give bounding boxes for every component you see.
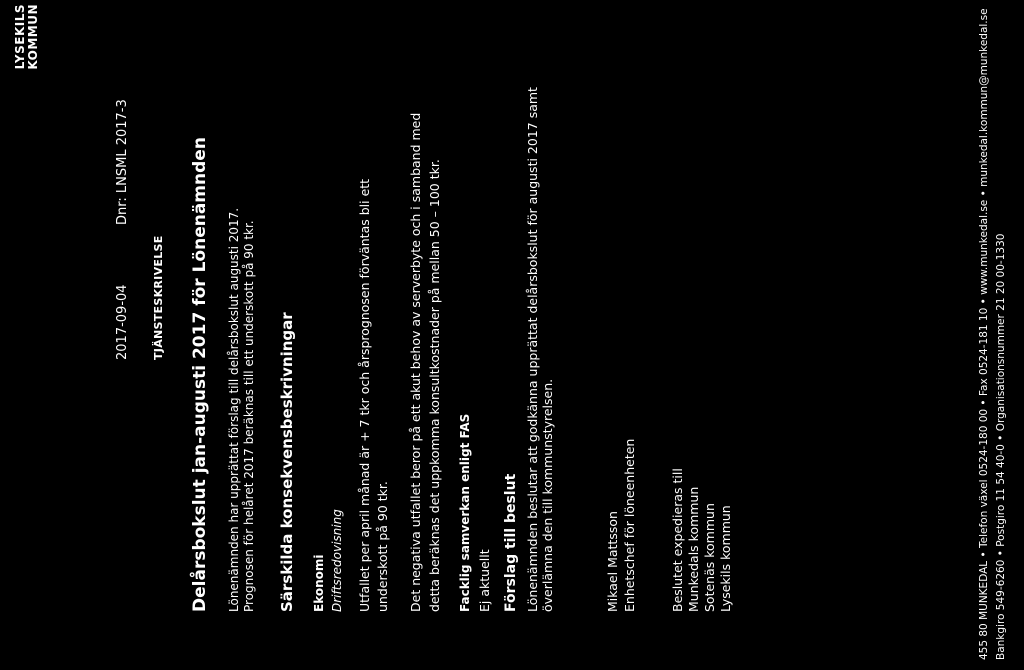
paragraph-line: detta beräknas det uppkomma konsultkostnader på mellan 50 – 100 tkr.	[427, 159, 442, 612]
page-title: Delårsbokslut jan-augusti 2017 för Lönenämnden	[190, 137, 210, 612]
distribution-heading: Beslutet expedieras till	[670, 468, 685, 612]
signature-title: Enhetschef för löneenheten	[622, 438, 637, 612]
page-footer	[976, 8, 1010, 660]
paragraph-line: Utfallet per april månad är + 7 tkr och årsprognosen förväntas bli ett	[357, 178, 372, 612]
economy-heading: Ekonomi	[312, 554, 326, 612]
list-item: Sotenäs kommun	[702, 503, 717, 612]
document-date: 2017-09-04	[115, 284, 130, 360]
intro-line: Prognosen för helåret 2017 beräknas till ett underskott på 90 tkr.	[241, 220, 256, 612]
document-type: TJÄNSTESKRIVELSE	[152, 235, 165, 360]
logo-line-2: KOMMUN	[26, 4, 40, 70]
proposal-heading: Förslag till beslut	[503, 473, 519, 612]
union-heading: Facklig samverkan enligt FAS	[458, 413, 472, 612]
proposal-line: Lönenämnden beslutar att godkänna upprättat delårsbokslut för augusti 2017 samt	[525, 87, 540, 612]
distribution-list	[686, 487, 734, 612]
union-text: Ej aktuellt	[477, 549, 492, 612]
intro-line: Lönenämnden har upprättat förslag till delårsbokslut augusti 2017.	[227, 207, 241, 612]
list-item: Lysekils kommun	[718, 505, 733, 612]
document-dnr: Dnr: LNSML 2017-3	[115, 99, 130, 225]
paragraph-line: Det negativa utfallet beror på ett akut behov av serverbyte och i samband med	[408, 112, 423, 612]
list-item: Munkedals kommun	[686, 486, 701, 612]
economy-subheading: Driftsredovisning	[330, 509, 344, 612]
proposal-line: överlämna den till kommunstyrelsen.	[540, 378, 555, 612]
signature-name: Mikael Mattsson	[605, 511, 620, 612]
economy-paragraph-1	[356, 179, 392, 612]
logo-line-1: LYSEKILS	[13, 4, 27, 70]
proposal-text	[525, 87, 555, 612]
intro-paragraph	[227, 208, 256, 612]
kommun-logo	[14, 4, 40, 70]
footer-contact-line: 455 80 MUNKEDAL • Telefon växel 0524-180 00 • Fax 0524-181 10 • www.munkedal.se • munkedal.kommun@munkedal.se	[978, 8, 990, 660]
paragraph-line: underskott på 90 tkr.	[375, 481, 390, 612]
economy-paragraph-2	[406, 113, 444, 612]
consequences-heading: Särskilda konsekvensbeskrivningar	[278, 312, 296, 612]
footer-account-line: Bankgiro 549-6260 • Postgiro 11 54 40-0 • Organisationsnummer 21 20 00-1330	[995, 233, 1007, 660]
